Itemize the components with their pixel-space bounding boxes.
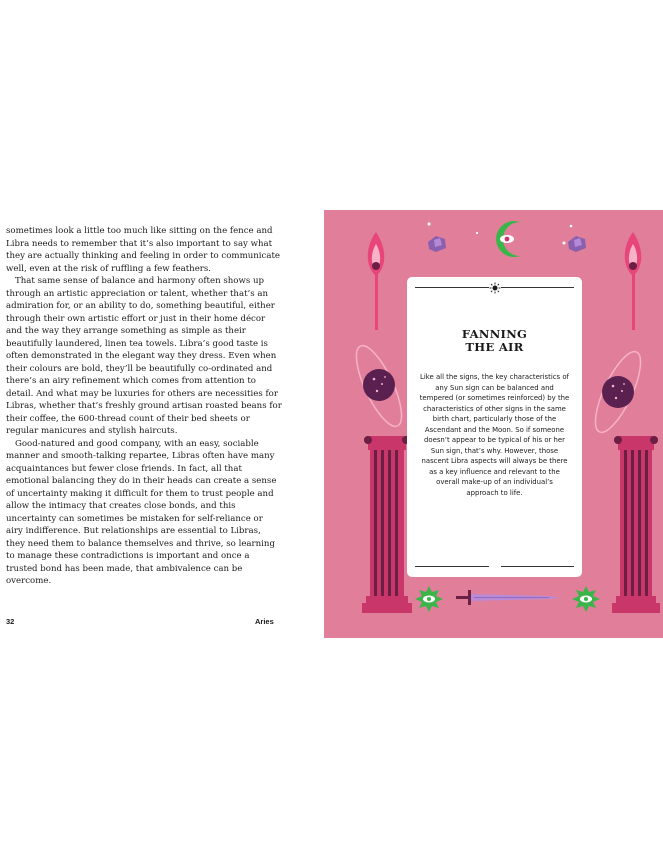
card-title (415, 328, 574, 354)
info-card (407, 277, 582, 577)
gem-right-icon (568, 236, 586, 252)
card-frame (415, 287, 574, 567)
moon-icon (489, 560, 501, 572)
star (476, 232, 478, 234)
eye-burst-right-icon (572, 586, 600, 612)
star (570, 225, 573, 228)
star (428, 223, 431, 226)
paragraph-1: sometimes look a little too much like sitting on the fence and Libra needs to remember that it’s also important to say what they are actually thinking and feeling in order to communicate well, even at the risk of ruffling a few feathers. (6, 226, 281, 274)
paragraph-3: Good-natured and good company, with an easy, sociable manner and smooth-talking repartee, Libras often have many acquaintances but fewer close friends. In fact, all that emotional balancing they do in their heads can create a sense of uncertainty making it difficult for them to trust people and allow the intimacy that creates close bonds, and this uncertainty can sometimes be mistaken for self-reliance or airy indifference. But relationships are essential to Libras, they need them to balance themselves and thrive, so learning to manage these contradictions is important and once a trusted bond has been made, that ambivalence can be overcome. (6, 438, 277, 586)
planet-right-icon (587, 346, 650, 438)
match-left-icon (368, 232, 385, 330)
sword-icon (456, 590, 560, 605)
paragraph-2: That same sense of balance and harmony often shows up through an artistic appreciation or talent, whether that’s an admiration for, or an ability to do, something beautiful, either through their own artistic effort or just in their home décor and the way they arrange something as simple as their beautifully laundered, linen tea towels. Libra’s good taste is often demonstrated in the elegant way they dress. Even when their colours are bold, they’ll be beautifully co-ordinated and there’s an airy refinement which comes from attention to detail. And what may be luxuries for others are necessities for Libras, whether that’s freshly ground artisan roasted beans for their coffee, the 600-thread count of their bed sheets or regular manicures and stylish haircuts. (6, 276, 282, 436)
eye-burst-left-icon (415, 586, 443, 612)
match-right-icon (625, 232, 642, 330)
illustration-panel (324, 210, 663, 638)
star (563, 242, 566, 245)
sun-icon (489, 282, 501, 294)
card-title-line-2: THE AIR (465, 340, 524, 354)
left-page (0, 0, 324, 848)
planet-left-icon (348, 340, 411, 432)
body-text (6, 225, 282, 588)
column-left-icon (362, 436, 412, 613)
running-head: Aries (255, 617, 274, 626)
page-number: 32 (6, 617, 15, 626)
column-right-icon (612, 436, 660, 613)
gem-left-icon (428, 236, 446, 252)
crescent-moon-icon (496, 221, 520, 257)
card-title-line-1: FANNING (461, 327, 528, 341)
card-body-text: Like all the signs, the key characteristics of any Sun sign can be balanced and tempered (or sometimes reinforced) by the characteristics of other signs in the same birth chart, particularly those of the Ascendant and the Moon. So if someone doesn’t appear to be typical of his or her Sun sign, that’s why. However, those nascent Libra aspects will always be there as a key influence and relevant to the overall make-up of an individual’s approach to life. (419, 373, 570, 497)
